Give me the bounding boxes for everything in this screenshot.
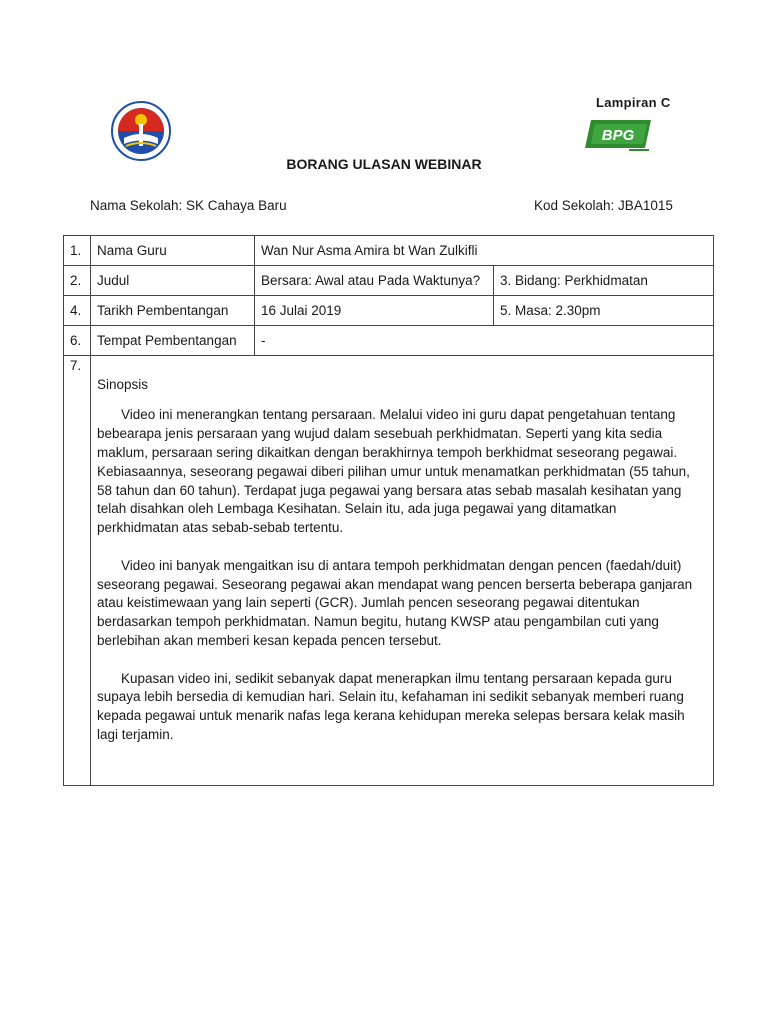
field-value: 3. Bidang: Perkhidmatan bbox=[494, 266, 714, 296]
school-code: Kod Sekolah: JBA1015 bbox=[534, 198, 673, 213]
venue-value: - bbox=[255, 326, 714, 356]
synopsis-paragraph: Video ini menerangkan tentang persaraan. Melalui video ini guru dapat pengetahuan tentang bebearapa jenis persaraan yang wujud dalam sesebuah perkhidmatan. Seperti yang kita sedia maklum, persaraan sering dikaitkan dengan berakhirnya tempoh berkhidmat seseorang pegawai. Kebiasaannya, seseorang pegawai diberi pilihan umur untuk menamatkan perkhidmatan (55 tahun, 58 tahun dan 60 tahun). Terdapat juga pegawai yang bersara atas sebab masalah kesihatan yang telah disahkan oleh Lembaga Kesihatan. Selain itu, ada juga pegawai yang ditamatkan perkhidmatan atas sebab-sebab tertentu. bbox=[97, 407, 690, 536]
bpg-logo-text: BPG bbox=[601, 127, 635, 144]
row-number: 1. bbox=[64, 236, 91, 266]
row-label: Nama Guru bbox=[91, 236, 255, 266]
synopsis-cell bbox=[91, 356, 714, 786]
row-label: Judul bbox=[91, 266, 255, 296]
form-row-synopsis bbox=[64, 356, 714, 786]
synopsis-paragraph: Video ini banyak mengaitkan isu di antara tempoh perkhidmatan dengan pencen (faedah/duit) seseorang pegawai. Seseorang pegawai akan mendapat wang pencen berserta beberapa ganjaran atau keistimewaan yang lain seperti (GCR). Jumlah pencen seseorang pegawai ditentukan berdasarkan tempoh perkhidmatan. Namun begitu, hutang KWSP atau pengambilan cuti yang berlebihan akan memberi kesan kepada pencen tersebut. bbox=[97, 557, 693, 648]
date-value: 16 Julai 2019 bbox=[255, 296, 494, 326]
form-row-title bbox=[64, 266, 714, 296]
form-row-venue bbox=[64, 326, 714, 356]
page-title: BORANG ULASAN WEBINAR bbox=[286, 156, 482, 172]
title-value: Bersara: Awal atau Pada Waktunya? bbox=[255, 266, 494, 296]
form-row-date bbox=[64, 296, 714, 326]
form-row-teacher-name bbox=[64, 236, 714, 266]
teacher-name-value: Wan Nur Asma Amira bt Wan Zulkifli bbox=[255, 236, 714, 266]
ministry-logo bbox=[110, 100, 172, 162]
row-label: Tarikh Pembentangan bbox=[91, 296, 255, 326]
school-name: Nama Sekolah: SK Cahaya Baru bbox=[90, 198, 287, 213]
bpg-logo bbox=[585, 118, 653, 153]
row-number: 2. bbox=[64, 266, 91, 296]
lampiran-label: Lampiran C bbox=[596, 95, 671, 110]
time-value: 5. Masa: 2.30pm bbox=[494, 296, 714, 326]
synopsis-paragraph: Kupasan video ini, sedikit sebanyak dapat menerapkan ilmu tentang persaraan kepada guru supaya lebih bersedia di kemudian hari. Selain itu, kefahaman ini sedikit sebanyak memberi ruang kepada pegawai untuk menarik nafas lega kerana kehidupan mereka selepas bersara kelak masih lagi terjamin. bbox=[97, 670, 685, 742]
row-number: 4. bbox=[64, 296, 91, 326]
synopsis-label: Sinopsis bbox=[97, 377, 149, 393]
row-label: Tempat Pembentangan bbox=[91, 326, 255, 356]
review-form-table bbox=[63, 235, 714, 786]
row-number: 6. bbox=[64, 326, 91, 356]
row-number: 7. bbox=[64, 356, 91, 786]
